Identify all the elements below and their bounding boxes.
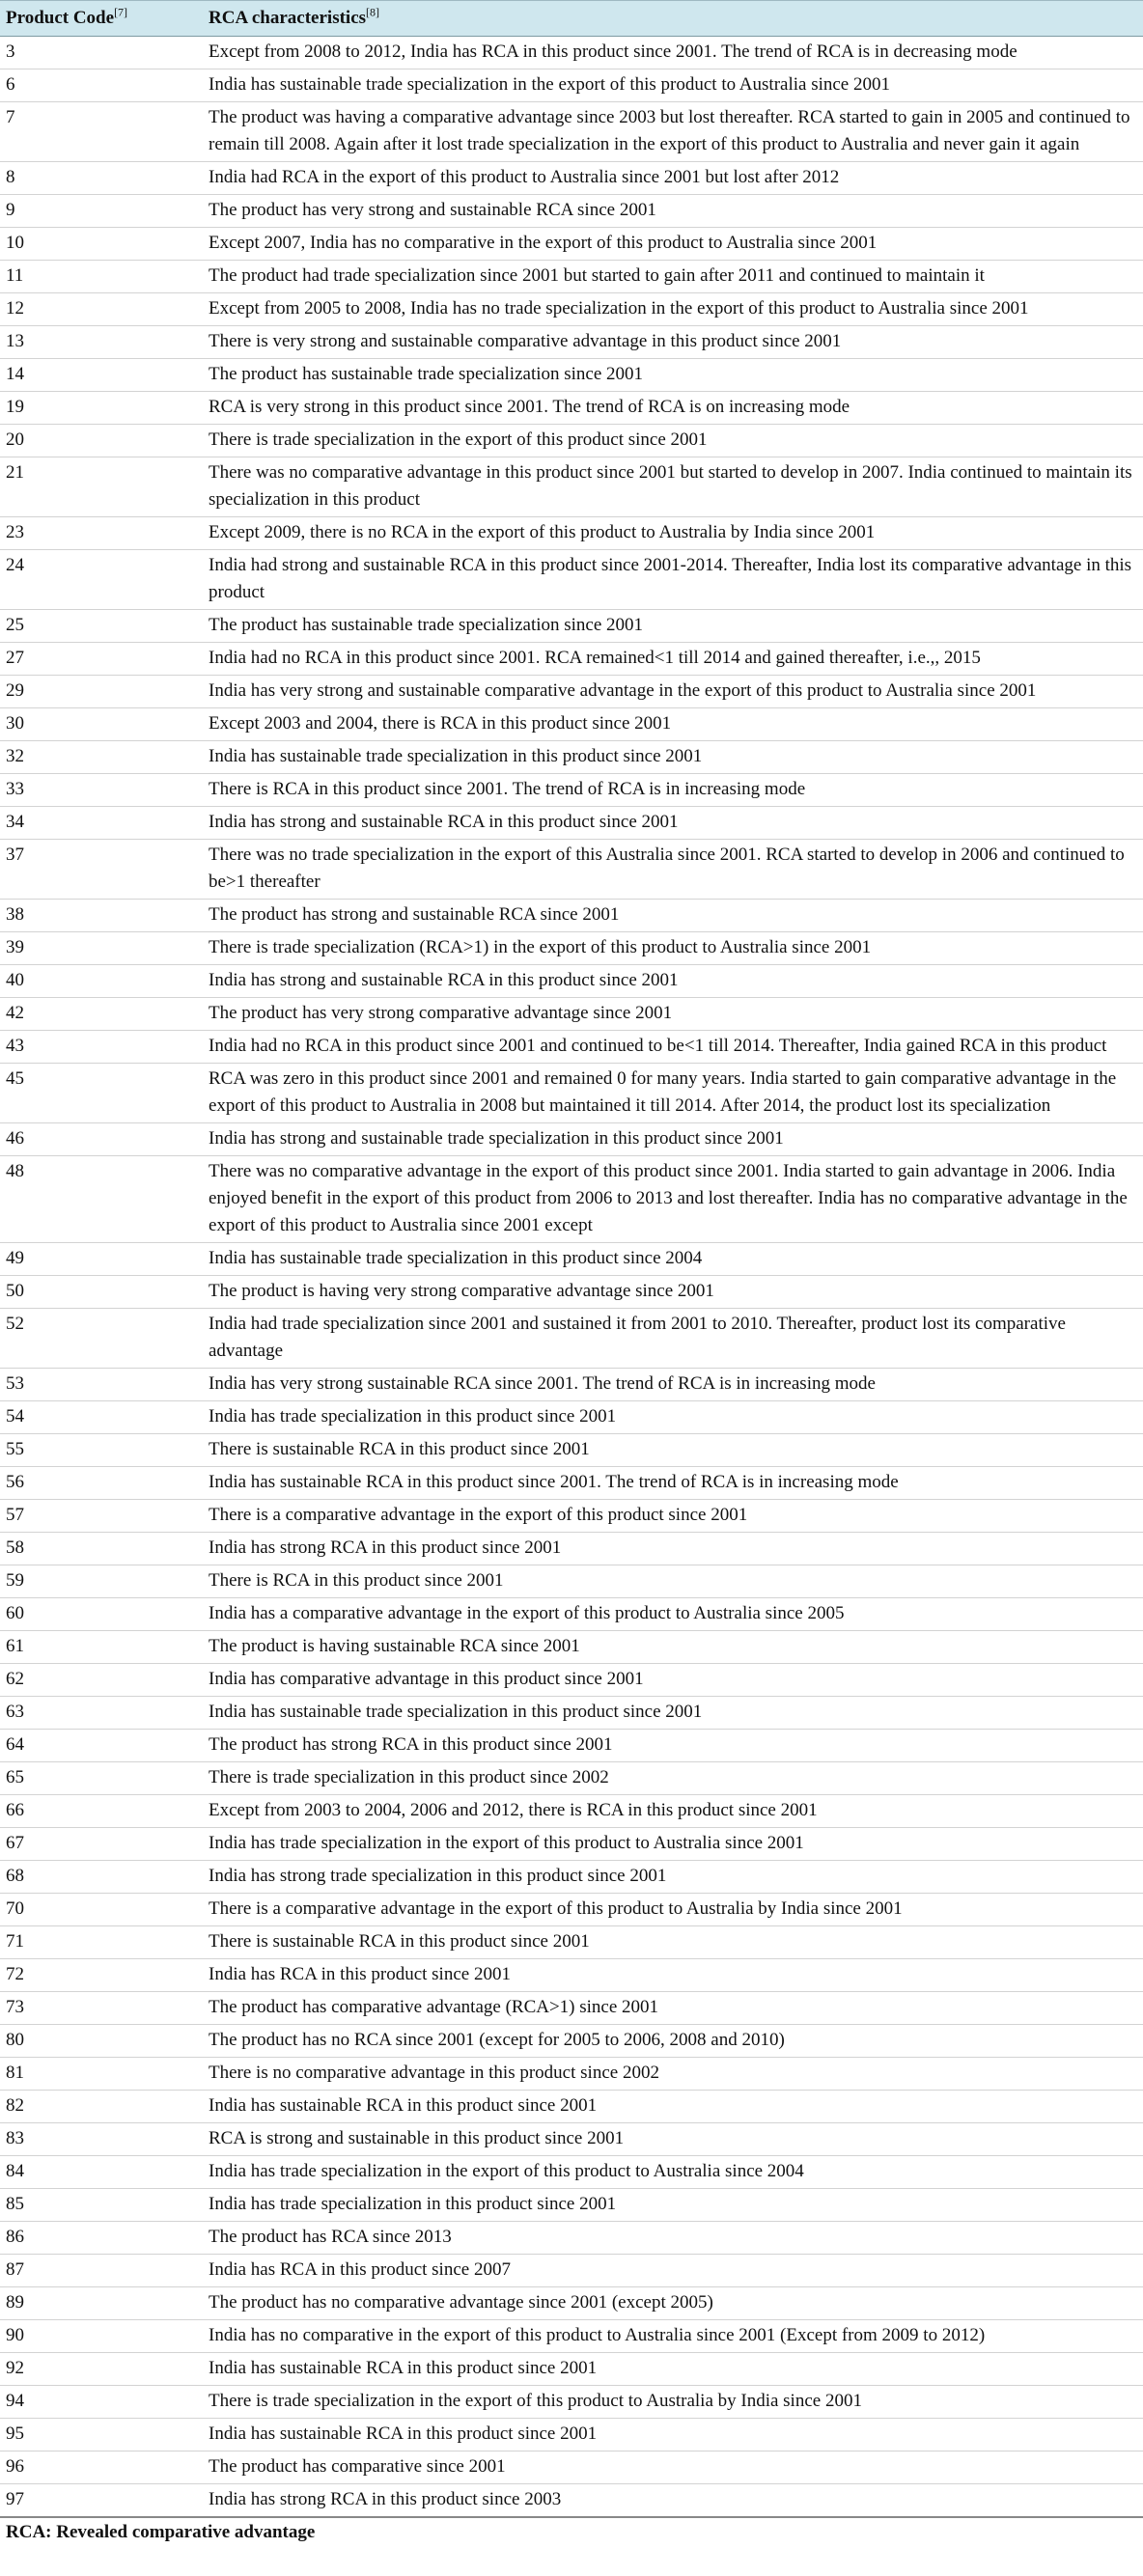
product-code-cell: 64 <box>0 1730 203 1762</box>
rca-characteristics-cell: India has trade specialization in this product since 2001 <box>203 2189 1143 2222</box>
table-row <box>0 261 1143 293</box>
product-code-cell: 45 <box>0 1064 203 1123</box>
product-code-cell: 71 <box>0 1926 203 1959</box>
table-row <box>0 1467 1143 1500</box>
rca-characteristics-cell: The product has comparative since 2001 <box>203 2451 1143 2484</box>
rca-characteristics-cell: Except 2009, there is no RCA in the export of this product to Australia by India since 2001 <box>203 517 1143 550</box>
rca-characteristics-cell: RCA was zero in this product since 2001 and remained 0 for many years. India started to gain comparative advantage in the export of this product to Australia in 2008 but maintained it till 2014. After 2014, the product lost its specialization <box>203 1064 1143 1123</box>
table-row <box>0 2058 1143 2091</box>
product-code-cell: 70 <box>0 1894 203 1926</box>
table-row <box>0 2386 1143 2419</box>
product-code-cell: 38 <box>0 900 203 932</box>
table-row <box>0 2419 1143 2451</box>
rca-characteristics-cell: There is RCA in this product since 2001. The trend of RCA is in increasing mode <box>203 774 1143 807</box>
rca-characteristics-cell: Except from 2005 to 2008, India has no trade specialization in the export of this product to Australia since 2001 <box>203 293 1143 326</box>
product-code-cell: 67 <box>0 1828 203 1861</box>
table-body <box>0 37 1143 2518</box>
table-row <box>0 932 1143 965</box>
rca-characteristics-cell: There is trade specialization in the export of this product since 2001 <box>203 425 1143 457</box>
table-row <box>0 965 1143 998</box>
table-row <box>0 2320 1143 2353</box>
table-row <box>0 293 1143 326</box>
product-code-cell: 81 <box>0 2058 203 2091</box>
table-row <box>0 1309 1143 1369</box>
table-row <box>0 1401 1143 1434</box>
table-row <box>0 1861 1143 1894</box>
table-row <box>0 1500 1143 1533</box>
product-code-cell: 24 <box>0 550 203 610</box>
rca-characteristics-cell: There is very strong and sustainable comparative advantage in this product since 2001 <box>203 326 1143 359</box>
product-code-cell: 60 <box>0 1598 203 1631</box>
product-code-cell: 53 <box>0 1369 203 1401</box>
table-row <box>0 1795 1143 1828</box>
table-row <box>0 2156 1143 2189</box>
rca-characteristics-cell: The product has very strong and sustainable RCA since 2001 <box>203 195 1143 228</box>
table-row <box>0 1992 1143 2025</box>
header-rca-characteristics <box>203 1 1143 37</box>
product-code-cell: 52 <box>0 1309 203 1369</box>
table-row <box>0 102 1143 162</box>
table-row <box>0 1894 1143 1926</box>
header-product-code <box>0 1 203 37</box>
product-code-cell: 49 <box>0 1243 203 1276</box>
table-row <box>0 807 1143 840</box>
table-row <box>0 1730 1143 1762</box>
table-row <box>0 2484 1143 2518</box>
rca-characteristics-cell: India had RCA in the export of this product to Australia since 2001 but lost after 2012 <box>203 162 1143 195</box>
product-code-cell: 92 <box>0 2353 203 2386</box>
table-row <box>0 517 1143 550</box>
product-code-cell: 19 <box>0 392 203 425</box>
rca-characteristics-cell: India has comparative advantage in this product since 2001 <box>203 1664 1143 1697</box>
rca-characteristics-cell: India has strong RCA in this product since 2001 <box>203 1533 1143 1565</box>
rca-characteristics-cell: India has strong and sustainable trade specialization in this product since 2001 <box>203 1123 1143 1156</box>
rca-characteristics-cell: The product was having a comparative advantage since 2003 but lost thereafter. RCA started to gain in 2005 and continued to remain till 2008. Again after it lost trade specialization in the export of this product to Australia and never gain it again <box>203 102 1143 162</box>
product-code-cell: 21 <box>0 457 203 517</box>
product-code-cell: 10 <box>0 228 203 261</box>
table-row <box>0 457 1143 517</box>
rca-characteristics-cell: There is RCA in this product since 2001 <box>203 1565 1143 1598</box>
table-row <box>0 774 1143 807</box>
table-row <box>0 610 1143 643</box>
rca-characteristics-cell: India has sustainable trade specialization in the export of this product to Australia since 2001 <box>203 69 1143 102</box>
rca-characteristics-cell: The product is having sustainable RCA since 2001 <box>203 1631 1143 1664</box>
rca-characteristics-cell: The product is having very strong comparative advantage since 2001 <box>203 1276 1143 1309</box>
header-rca-label: RCA characteristics <box>209 8 367 28</box>
product-code-cell: 97 <box>0 2484 203 2518</box>
product-code-cell: 80 <box>0 2025 203 2058</box>
product-code-cell: 7 <box>0 102 203 162</box>
product-code-cell: 48 <box>0 1156 203 1243</box>
rca-characteristics-cell: India has very strong and sustainable comparative advantage in the export of this product to Australia since 2001 <box>203 676 1143 708</box>
table-row <box>0 359 1143 392</box>
table-row <box>0 2287 1143 2320</box>
rca-characteristics-cell: The product has sustainable trade specialization since 2001 <box>203 610 1143 643</box>
rca-characteristics-cell: There was no trade specialization in the export of this Australia since 2001. RCA started to develop in 2006 and continued to be>1 thereafter <box>203 840 1143 900</box>
table-row <box>0 1031 1143 1064</box>
table-row <box>0 162 1143 195</box>
product-code-cell: 50 <box>0 1276 203 1309</box>
product-code-cell: 9 <box>0 195 203 228</box>
product-code-cell: 96 <box>0 2451 203 2484</box>
table-row <box>0 2353 1143 2386</box>
product-code-cell: 13 <box>0 326 203 359</box>
product-code-cell: 65 <box>0 1762 203 1795</box>
rca-characteristics-cell: India has strong and sustainable RCA in this product since 2001 <box>203 965 1143 998</box>
rca-characteristics-cell: India has sustainable RCA in this product since 2001 <box>203 2419 1143 2451</box>
product-code-cell: 30 <box>0 708 203 741</box>
product-code-cell: 8 <box>0 162 203 195</box>
product-code-cell: 82 <box>0 2091 203 2123</box>
table-row <box>0 550 1143 610</box>
rca-characteristics-cell: India has trade specialization in the export of this product to Australia since 2004 <box>203 2156 1143 2189</box>
table-row <box>0 228 1143 261</box>
rca-characteristics-cell: India has RCA in this product since 2007 <box>203 2255 1143 2287</box>
product-code-cell: 12 <box>0 293 203 326</box>
table-row <box>0 2025 1143 2058</box>
product-code-cell: 56 <box>0 1467 203 1500</box>
product-code-cell: 20 <box>0 425 203 457</box>
rca-characteristics-cell: India has strong RCA in this product since 2003 <box>203 2484 1143 2518</box>
table-row <box>0 425 1143 457</box>
table-row <box>0 840 1143 900</box>
header-row <box>0 1 1143 37</box>
rca-characteristics-cell: There is trade specialization in the export of this product to Australia by India since 2001 <box>203 2386 1143 2419</box>
product-code-cell: 59 <box>0 1565 203 1598</box>
product-code-cell: 54 <box>0 1401 203 1434</box>
product-code-cell: 33 <box>0 774 203 807</box>
table-row <box>0 741 1143 774</box>
rca-characteristics-cell: Except from 2003 to 2004, 2006 and 2012, there is RCA in this product since 2001 <box>203 1795 1143 1828</box>
rca-characteristics-cell: India had trade specialization since 2001 and sustained it from 2001 to 2010. Thereafter, product lost its comparative advantage <box>203 1309 1143 1369</box>
product-code-cell: 86 <box>0 2222 203 2255</box>
rca-characteristics-cell: India has strong trade specialization in this product since 2001 <box>203 1861 1143 1894</box>
product-code-cell: 39 <box>0 932 203 965</box>
product-code-cell: 25 <box>0 610 203 643</box>
rca-characteristics-cell: There is trade specialization (RCA>1) in the export of this product to Australia since 2001 <box>203 932 1143 965</box>
product-code-cell: 57 <box>0 1500 203 1533</box>
rca-characteristics-cell: There was no comparative advantage in this product since 2001 but started to develop in 2007. India continued to maintain its specialization in this product <box>203 457 1143 517</box>
product-code-cell: 62 <box>0 1664 203 1697</box>
rca-characteristics-cell: India has sustainable RCA in this product since 2001 <box>203 2091 1143 2123</box>
table-row <box>0 69 1143 102</box>
table-row <box>0 1598 1143 1631</box>
table-row <box>0 1664 1143 1697</box>
rca-characteristics-cell: The product has RCA since 2013 <box>203 2222 1143 2255</box>
product-code-cell: 61 <box>0 1631 203 1664</box>
table-row <box>0 1243 1143 1276</box>
table-row <box>0 2451 1143 2484</box>
product-code-cell: 94 <box>0 2386 203 2419</box>
header-product-code-ref: [7] <box>114 5 128 19</box>
table-row <box>0 1276 1143 1309</box>
table-row <box>0 1565 1143 1598</box>
rca-characteristics-cell: India has a comparative advantage in the export of this product to Australia since 2005 <box>203 1598 1143 1631</box>
rca-characteristics-cell: India had strong and sustainable RCA in this product since 2001-2014. Thereafter, India lost its comparative advantage in this product <box>203 550 1143 610</box>
rca-characteristics-cell: RCA is very strong in this product since 2001. The trend of RCA is on increasing mode <box>203 392 1143 425</box>
product-code-cell: 43 <box>0 1031 203 1064</box>
product-code-cell: 11 <box>0 261 203 293</box>
rca-characteristics-cell: There is sustainable RCA in this product since 2001 <box>203 1434 1143 1467</box>
table-row <box>0 326 1143 359</box>
rca-characteristics-cell: The product has strong RCA in this product since 2001 <box>203 1730 1143 1762</box>
rca-characteristics-cell: The product has strong and sustainable RCA since 2001 <box>203 900 1143 932</box>
product-code-cell: 90 <box>0 2320 203 2353</box>
table-row <box>0 2255 1143 2287</box>
product-code-cell: 83 <box>0 2123 203 2156</box>
table-row <box>0 998 1143 1031</box>
rca-characteristics-cell: There was no comparative advantage in the export of this product since 2001. India started to gain advantage in 2006. India enjoyed benefit in the export of this product from 2006 to 2013 and lost thereafter. India has no comparative advantage in the export of this product to Australia since 2001 except <box>203 1156 1143 1243</box>
rca-characteristics-cell: India has strong and sustainable RCA in this product since 2001 <box>203 807 1143 840</box>
rca-characteristics-cell: India has sustainable trade specialization in this product since 2004 <box>203 1243 1143 1276</box>
table-row <box>0 643 1143 676</box>
rca-characteristics-cell: The product had trade specialization since 2001 but started to gain after 2011 and continued to maintain it <box>203 261 1143 293</box>
table-row <box>0 1434 1143 1467</box>
rca-characteristics-cell: The product has no comparative advantage since 2001 (except 2005) <box>203 2287 1143 2320</box>
table-row <box>0 195 1143 228</box>
product-code-cell: 40 <box>0 965 203 998</box>
rca-characteristics-cell: There is trade specialization in this product since 2002 <box>203 1762 1143 1795</box>
product-code-cell: 63 <box>0 1697 203 1730</box>
table-row <box>0 2123 1143 2156</box>
rca-characteristics-cell: India has RCA in this product since 2001 <box>203 1959 1143 1992</box>
rca-characteristics-cell: There is sustainable RCA in this product since 2001 <box>203 1926 1143 1959</box>
table-row <box>0 1828 1143 1861</box>
rca-characteristics-cell: There is a comparative advantage in the export of this product since 2001 <box>203 1500 1143 1533</box>
product-code-cell: 34 <box>0 807 203 840</box>
product-code-cell: 95 <box>0 2419 203 2451</box>
rca-characteristics-cell: The product has very strong comparative advantage since 2001 <box>203 998 1143 1031</box>
rca-characteristics-cell: India has sustainable trade specialization in this product since 2001 <box>203 1697 1143 1730</box>
product-code-cell: 89 <box>0 2287 203 2320</box>
table-header <box>0 1 1143 37</box>
product-code-cell: 6 <box>0 69 203 102</box>
table-row <box>0 1631 1143 1664</box>
table-footnote: RCA: Revealed comparative advantage <box>6 2522 316 2542</box>
product-code-cell: 29 <box>0 676 203 708</box>
rca-characteristics-cell: India has very strong sustainable RCA since 2001. The trend of RCA is in increasing mode <box>203 1369 1143 1401</box>
product-code-cell: 3 <box>0 37 203 69</box>
rca-characteristics-cell: RCA is strong and sustainable in this product since 2001 <box>203 2123 1143 2156</box>
table-row <box>0 1762 1143 1795</box>
rca-characteristics-cell: Except 2007, India has no comparative in the export of this product to Australia since 2001 <box>203 228 1143 261</box>
rca-characteristics-cell: India has trade specialization in this product since 2001 <box>203 1401 1143 1434</box>
rca-characteristics-cell: The product has comparative advantage (RCA>1) since 2001 <box>203 1992 1143 2025</box>
table-row <box>0 1697 1143 1730</box>
product-code-cell: 72 <box>0 1959 203 1992</box>
table-row <box>0 900 1143 932</box>
table-row <box>0 1959 1143 1992</box>
product-code-cell: 73 <box>0 1992 203 2025</box>
rca-characteristics-cell: Except from 2008 to 2012, India has RCA in this product since 2001. The trend of RCA is in decreasing mode <box>203 37 1143 69</box>
product-code-cell: 84 <box>0 2156 203 2189</box>
rca-characteristics-cell: There is no comparative advantage in this product since 2002 <box>203 2058 1143 2091</box>
product-code-cell: 32 <box>0 741 203 774</box>
rca-characteristics-cell: The product has sustainable trade specialization since 2001 <box>203 359 1143 392</box>
product-code-cell: 68 <box>0 1861 203 1894</box>
rca-characteristics-cell: India has sustainable RCA in this product since 2001 <box>203 2353 1143 2386</box>
product-code-cell: 42 <box>0 998 203 1031</box>
product-code-cell: 23 <box>0 517 203 550</box>
rca-characteristics-cell: India has no comparative in the export of this product to Australia since 2001 (Except from 2009 to 2012) <box>203 2320 1143 2353</box>
table-row <box>0 1123 1143 1156</box>
table-row <box>0 676 1143 708</box>
table-row <box>0 2222 1143 2255</box>
table-row <box>0 2091 1143 2123</box>
rca-characteristics-cell: The product has no RCA since 2001 (except for 2005 to 2006, 2008 and 2010) <box>203 2025 1143 2058</box>
product-code-cell: 85 <box>0 2189 203 2222</box>
rca-characteristics-cell: India has sustainable trade specialization in this product since 2001 <box>203 741 1143 774</box>
header-product-code-label: Product Code <box>6 8 115 28</box>
product-code-cell: 58 <box>0 1533 203 1565</box>
table-row <box>0 392 1143 425</box>
rca-characteristics-cell: India has trade specialization in the export of this product to Australia since 2001 <box>203 1828 1143 1861</box>
rca-characteristics-cell: Except 2003 and 2004, there is RCA in this product since 2001 <box>203 708 1143 741</box>
rca-characteristics-cell: India has sustainable RCA in this product since 2001. The trend of RCA is in increasing mode <box>203 1467 1143 1500</box>
table-row <box>0 1369 1143 1401</box>
product-code-cell: 55 <box>0 1434 203 1467</box>
product-code-cell: 37 <box>0 840 203 900</box>
product-code-cell: 27 <box>0 643 203 676</box>
table-row <box>0 1926 1143 1959</box>
table-row <box>0 2189 1143 2222</box>
header-rca-ref: [8] <box>366 5 380 19</box>
product-code-cell: 66 <box>0 1795 203 1828</box>
product-code-cell: 46 <box>0 1123 203 1156</box>
table-row <box>0 37 1143 69</box>
rca-characteristics-cell: India had no RCA in this product since 2001 and continued to be<1 till 2014. Thereafter, India gained RCA in this product <box>203 1031 1143 1064</box>
table-row <box>0 708 1143 741</box>
table-row <box>0 1156 1143 1243</box>
rca-characteristics-cell: There is a comparative advantage in the export of this product to Australia by India since 2001 <box>203 1894 1143 1926</box>
product-code-cell: 14 <box>0 359 203 392</box>
rca-characteristics-cell: India had no RCA in this product since 2001. RCA remained<1 till 2014 and gained thereafter, i.e.,, 2015 <box>203 643 1143 676</box>
table-row <box>0 1533 1143 1565</box>
product-code-cell: 87 <box>0 2255 203 2287</box>
table-row <box>0 1064 1143 1123</box>
